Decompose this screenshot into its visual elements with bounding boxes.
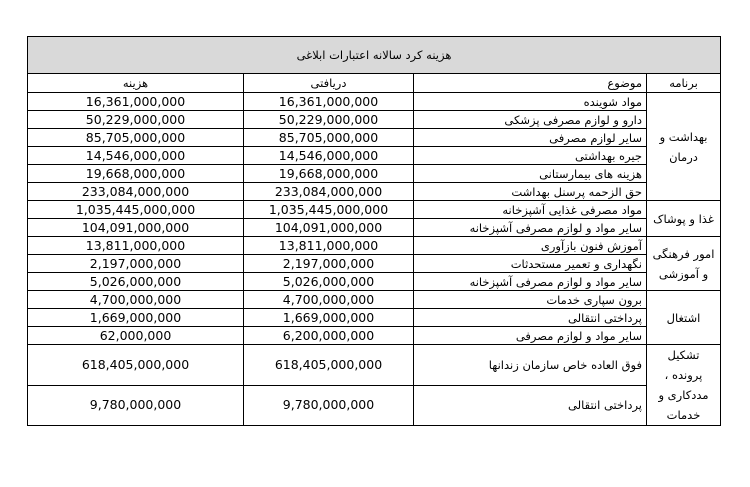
program-cell: تشکیل پرونده ، مددکاری و خدمات [647, 345, 721, 426]
cost-cell: 13,811,000,000 [28, 237, 244, 255]
table-row [28, 219, 721, 237]
subject-cell: سایر لوازم مصرفی [414, 129, 647, 147]
table-row [28, 183, 721, 201]
cost-cell: 4,700,000,000 [28, 291, 244, 309]
cost-cell: 2,197,000,000 [28, 255, 244, 273]
subject-cell: فوق العاده خاص سازمان زندانها [414, 345, 647, 386]
header-program: برنامه [647, 74, 721, 93]
subject-cell: نگهداری و تعمیر مستحدثات [414, 255, 647, 273]
received-cell: 16,361,000,000 [244, 93, 414, 111]
cost-cell: 9,780,000,000 [28, 385, 244, 426]
program-cell: بهداشت و درمان [647, 93, 721, 201]
table-row [28, 273, 721, 291]
received-cell: 13,811,000,000 [244, 237, 414, 255]
header-cost: هزینه [28, 74, 244, 93]
cost-cell: 50,229,000,000 [28, 111, 244, 129]
received-cell: 6,200,000,000 [244, 327, 414, 345]
table-row [28, 93, 721, 111]
cost-cell: 85,705,000,000 [28, 129, 244, 147]
expense-table [27, 36, 721, 426]
table-row [28, 147, 721, 165]
table-row [28, 201, 721, 219]
cost-cell: 19,668,000,000 [28, 165, 244, 183]
table-row [28, 165, 721, 183]
subject-cell: دارو و لوازم مصرفی پزشکی [414, 111, 647, 129]
cost-cell: 104,091,000,000 [28, 219, 244, 237]
header-received: دریافتی [244, 74, 414, 93]
table-row [28, 129, 721, 147]
received-cell: 5,026,000,000 [244, 273, 414, 291]
received-cell: 50,229,000,000 [244, 111, 414, 129]
table-row [28, 111, 721, 129]
table-row [28, 309, 721, 327]
subject-cell: آموزش فنون بازآوری [414, 237, 647, 255]
received-cell: 2,197,000,000 [244, 255, 414, 273]
table-row [28, 255, 721, 273]
subject-cell: پرداختی انتقالی [414, 309, 647, 327]
subject-cell: مواد مصرفی غذایی آشپزخانه [414, 201, 647, 219]
program-cell: امور فرهنگی و آموزشی [647, 237, 721, 291]
program-cell: غذا و پوشاک [647, 201, 721, 237]
table-row [28, 237, 721, 255]
cost-cell: 233,084,000,000 [28, 183, 244, 201]
received-cell: 104,091,000,000 [244, 219, 414, 237]
cost-cell: 62,000,000 [28, 327, 244, 345]
received-cell: 618,405,000,000 [244, 345, 414, 386]
subject-cell: برون سپاری خدمات [414, 291, 647, 309]
subject-cell: حق الزحمه پرسنل بهداشت [414, 183, 647, 201]
table-row [28, 327, 721, 345]
table-title: هزینه کرد سالانه اعتبارات ابلاغی [28, 37, 721, 74]
received-cell: 233,084,000,000 [244, 183, 414, 201]
received-cell: 1,669,000,000 [244, 309, 414, 327]
cost-cell: 14,546,000,000 [28, 147, 244, 165]
cost-cell: 618,405,000,000 [28, 345, 244, 386]
cost-cell: 1,035,445,000,000 [28, 201, 244, 219]
header-subject: موضوع [414, 74, 647, 93]
subject-cell: مواد شوینده [414, 93, 647, 111]
cost-cell: 16,361,000,000 [28, 93, 244, 111]
table-row [28, 291, 721, 309]
table-body [28, 93, 721, 426]
subject-cell: هزینه های بیمارستانی [414, 165, 647, 183]
received-cell: 19,668,000,000 [244, 165, 414, 183]
received-cell: 1,035,445,000,000 [244, 201, 414, 219]
table-row [28, 385, 721, 426]
table-row [28, 345, 721, 386]
subject-cell: سایر مواد و لوازم مصرفی آشپزخانه [414, 219, 647, 237]
subject-cell: سایر مواد و لوازم مصرفی [414, 327, 647, 345]
received-cell: 9,780,000,000 [244, 385, 414, 426]
received-cell: 85,705,000,000 [244, 129, 414, 147]
program-cell: اشتغال [647, 291, 721, 345]
subject-cell: پرداختی انتقالی [414, 385, 647, 426]
subject-cell: جیره بهداشتی [414, 147, 647, 165]
received-cell: 4,700,000,000 [244, 291, 414, 309]
received-cell: 14,546,000,000 [244, 147, 414, 165]
cost-cell: 1,669,000,000 [28, 309, 244, 327]
cost-cell: 5,026,000,000 [28, 273, 244, 291]
subject-cell: سایر مواد و لوازم مصرفی آشپزخانه [414, 273, 647, 291]
